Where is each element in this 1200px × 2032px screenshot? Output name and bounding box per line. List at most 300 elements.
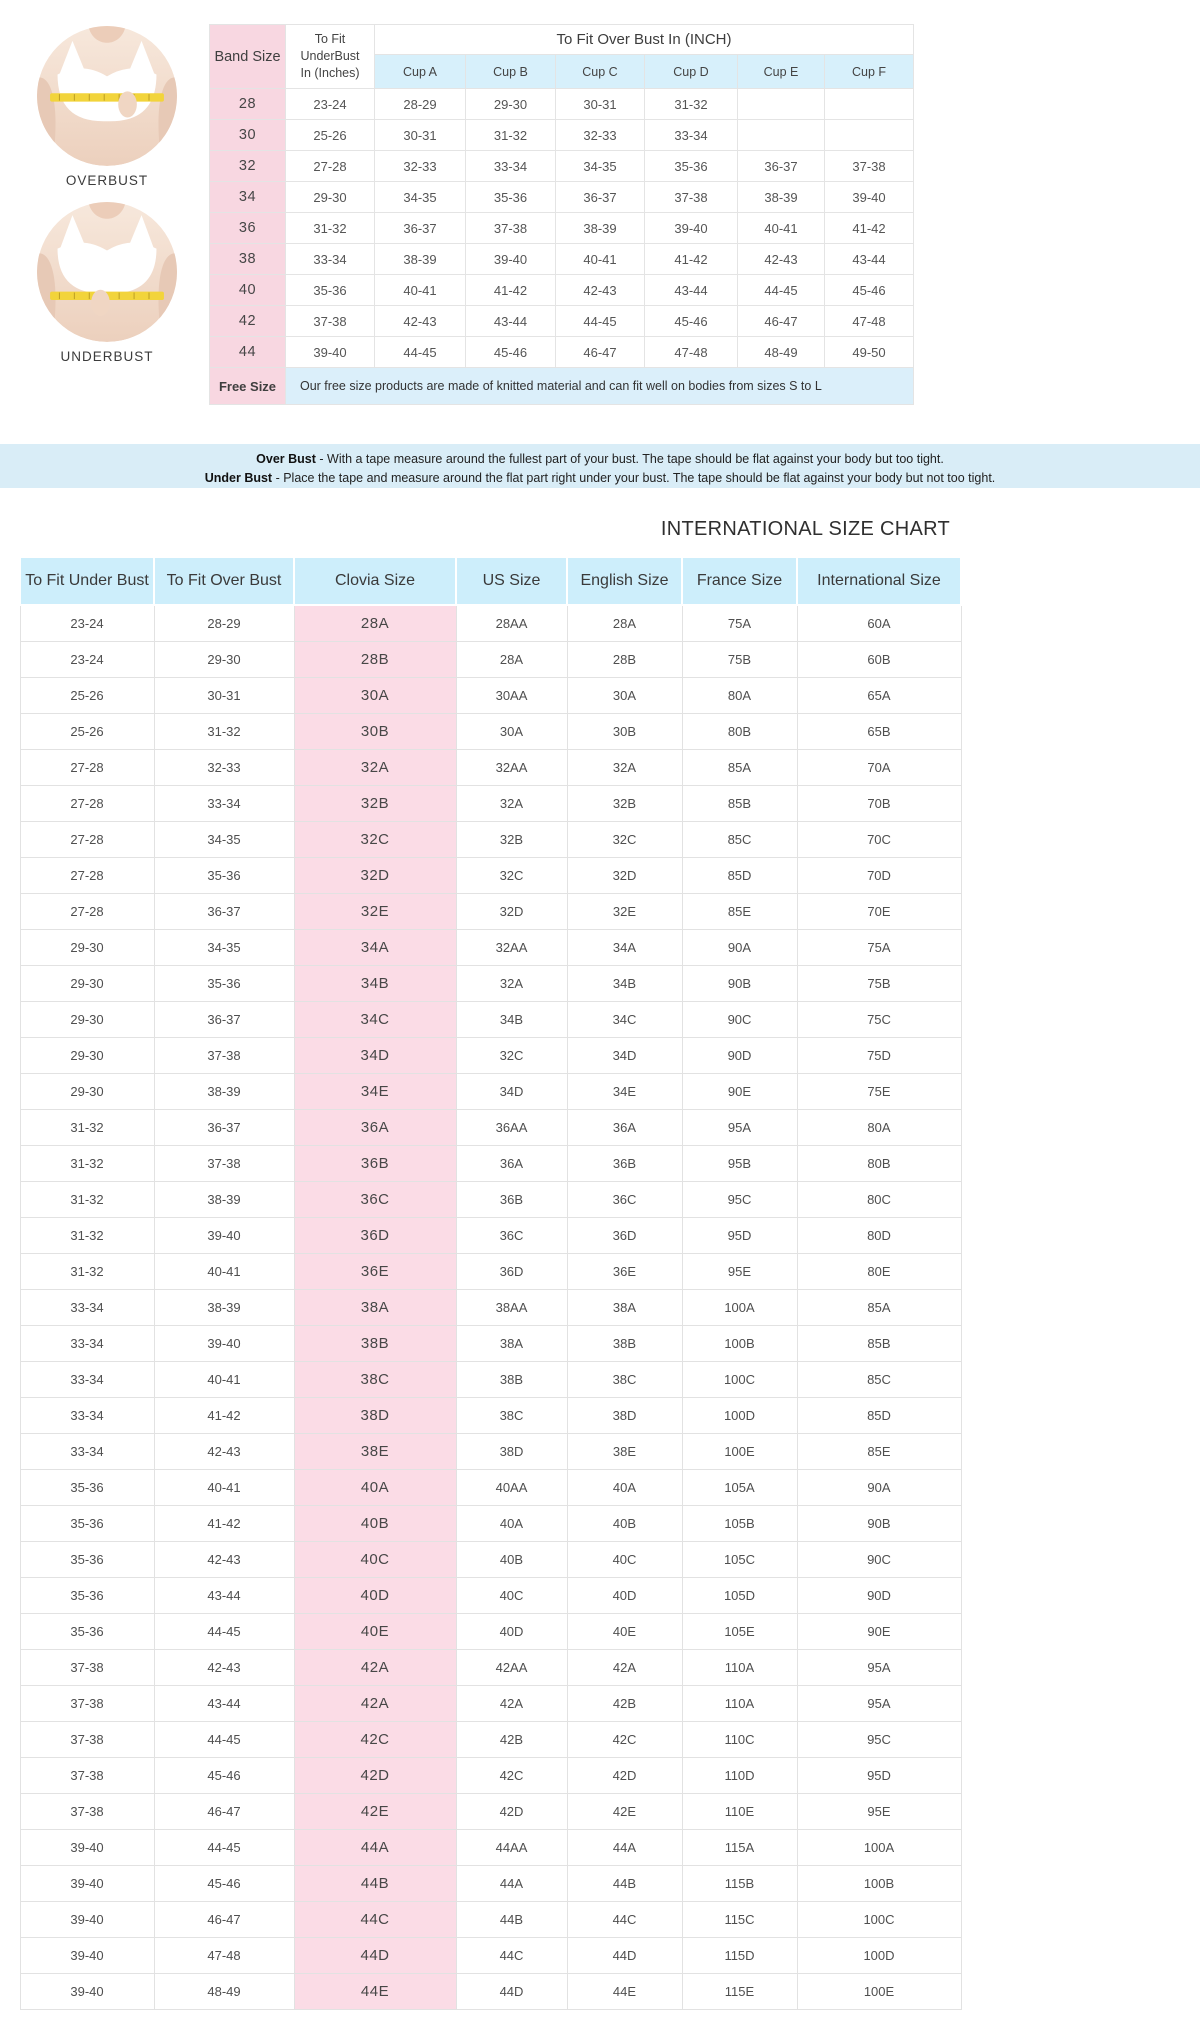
intl-cell: 32A	[456, 965, 567, 1001]
intl-cell: 31-32	[20, 1145, 154, 1181]
measurement-cell: 32-33	[375, 151, 466, 182]
intl-cell: 44-45	[154, 1829, 294, 1865]
measurement-cell: 39-40	[286, 337, 375, 368]
intl-row	[20, 605, 961, 641]
clovia-cell: 34D	[294, 1037, 456, 1073]
intl-cell: 115C	[682, 1901, 797, 1937]
intl-cell: 33-34	[20, 1361, 154, 1397]
intl-row	[20, 1325, 961, 1361]
measurement-cell: 44-45	[738, 275, 825, 306]
intl-row	[20, 1505, 961, 1541]
intl-cell: 80B	[682, 713, 797, 749]
intl-cell: 115D	[682, 1937, 797, 1973]
intl-cell: 35-36	[20, 1541, 154, 1577]
intl-cell: 70A	[797, 749, 961, 785]
intl-cell: 75A	[682, 605, 797, 641]
measurement-cell: 34-35	[556, 151, 645, 182]
intl-cell: 95E	[797, 1793, 961, 1829]
intl-cell: 42E	[567, 1793, 682, 1829]
intl-row	[20, 965, 961, 1001]
intl-cell: 35-36	[20, 1613, 154, 1649]
clovia-cell: 32D	[294, 857, 456, 893]
intl-cell: 36E	[567, 1253, 682, 1289]
intl-cell: 40-41	[154, 1361, 294, 1397]
intl-cell: 105D	[682, 1577, 797, 1613]
overbust-photo	[37, 26, 177, 166]
intl-cell: 34C	[567, 1001, 682, 1037]
intl-cell: 37-38	[20, 1685, 154, 1721]
intl-row	[20, 677, 961, 713]
intl-cell: 38B	[567, 1325, 682, 1361]
intl-cell: 38C	[567, 1361, 682, 1397]
intl-cell: 25-26	[20, 713, 154, 749]
intl-cell: 85D	[682, 857, 797, 893]
measurement-cell	[738, 120, 825, 151]
intl-row	[20, 1901, 961, 1937]
measurement-cell	[825, 89, 914, 120]
intl-cell: 38E	[567, 1433, 682, 1469]
intl-row	[20, 713, 961, 749]
intl-cell: 34E	[567, 1073, 682, 1109]
intl-cell: 35-36	[20, 1577, 154, 1613]
intl-cell: 44B	[456, 1901, 567, 1937]
intl-header-france-size: France Size	[682, 557, 797, 605]
clovia-cell: 38B	[294, 1325, 456, 1361]
intl-row	[20, 893, 961, 929]
intl-cell: 32D	[567, 857, 682, 893]
clovia-cell: 30A	[294, 677, 456, 713]
clovia-cell: 38C	[294, 1361, 456, 1397]
clovia-cell: 42A	[294, 1649, 456, 1685]
intl-cell: 38D	[567, 1397, 682, 1433]
measurement-cell: 38-39	[738, 182, 825, 213]
intl-row	[20, 1613, 961, 1649]
measurement-cell: 36-37	[375, 213, 466, 244]
underbust-header: To Fit UnderBust In (Inches)	[286, 25, 375, 89]
intl-row	[20, 1361, 961, 1397]
measurement-cell: 31-32	[645, 89, 738, 120]
clovia-cell: 32A	[294, 749, 456, 785]
intl-cell: 41-42	[154, 1397, 294, 1433]
intl-cell: 80B	[797, 1145, 961, 1181]
intl-cell: 33-34	[20, 1289, 154, 1325]
intl-cell: 44E	[567, 1973, 682, 2009]
intl-cell: 32C	[456, 857, 567, 893]
intl-cell: 30AA	[456, 677, 567, 713]
intl-row	[20, 641, 961, 677]
intl-cell: 27-28	[20, 893, 154, 929]
intl-row	[20, 1541, 961, 1577]
clovia-cell: 42E	[294, 1793, 456, 1829]
intl-cell: 37-38	[20, 1793, 154, 1829]
measurement-cell: 29-30	[286, 182, 375, 213]
intl-cell: 46-47	[154, 1901, 294, 1937]
intl-cell: 34D	[456, 1073, 567, 1109]
intl-cell: 44D	[567, 1937, 682, 1973]
clovia-cell: 40C	[294, 1541, 456, 1577]
band-row	[210, 213, 914, 244]
intl-cell: 80D	[797, 1217, 961, 1253]
intl-cell: 105E	[682, 1613, 797, 1649]
intl-cell: 42D	[456, 1793, 567, 1829]
intl-row	[20, 1433, 961, 1469]
intl-row	[20, 1253, 961, 1289]
intl-cell: 90A	[682, 929, 797, 965]
intl-header-over-bust: To Fit Over Bust	[154, 557, 294, 605]
intl-cell: 44D	[456, 1973, 567, 2009]
band-row	[210, 244, 914, 275]
measurement-cell: 39-40	[645, 213, 738, 244]
clovia-cell: 42C	[294, 1721, 456, 1757]
intl-cell: 42-43	[154, 1541, 294, 1577]
clovia-cell: 38A	[294, 1289, 456, 1325]
intl-cell: 90B	[682, 965, 797, 1001]
intl-cell: 100D	[797, 1937, 961, 1973]
intl-cell: 29-30	[20, 965, 154, 1001]
measurement-cell: 47-48	[645, 337, 738, 368]
intl-cell: 42B	[567, 1685, 682, 1721]
intl-cell: 44C	[456, 1937, 567, 1973]
intl-row	[20, 1829, 961, 1865]
intl-cell: 32D	[456, 893, 567, 929]
intl-cell: 90C	[797, 1541, 961, 1577]
measurement-cell: 35-36	[466, 182, 556, 213]
intl-cell: 38AA	[456, 1289, 567, 1325]
intl-cell: 40C	[567, 1541, 682, 1577]
clovia-cell: 44B	[294, 1865, 456, 1901]
intl-row	[20, 1289, 961, 1325]
band-row	[210, 151, 914, 182]
intl-cell: 90D	[797, 1577, 961, 1613]
underbust-note-text: - Place the tape and measure around the flat part right under your bust. The tape should be flat against your body but not too tight.	[272, 470, 996, 485]
measurement-cell: 33-34	[645, 120, 738, 151]
intl-cell: 31-32	[154, 713, 294, 749]
intl-cell: 42D	[567, 1757, 682, 1793]
intl-cell: 40-41	[154, 1253, 294, 1289]
pink-cell: 32	[210, 151, 286, 182]
intl-cell: 31-32	[20, 1181, 154, 1217]
measurement-cell: 28-29	[375, 89, 466, 120]
intl-cell: 115A	[682, 1829, 797, 1865]
measurement-cell: 29-30	[466, 89, 556, 120]
intl-cell: 110C	[682, 1721, 797, 1757]
measurement-cell: 37-38	[466, 213, 556, 244]
intl-cell: 45-46	[154, 1865, 294, 1901]
cup-d-header: Cup D	[645, 55, 738, 89]
intl-cell: 46-47	[154, 1793, 294, 1829]
intl-cell: 85D	[797, 1397, 961, 1433]
intl-cell: 32AA	[456, 929, 567, 965]
intl-cell: 36-37	[154, 893, 294, 929]
intl-header-clovia-size: Clovia Size	[294, 557, 456, 605]
measurement-cell: 25-26	[286, 120, 375, 151]
intl-cell: 40A	[456, 1505, 567, 1541]
pink-cell: 44	[210, 337, 286, 368]
intl-cell: 70B	[797, 785, 961, 821]
intl-cell: 27-28	[20, 857, 154, 893]
intl-row	[20, 1001, 961, 1037]
intl-cell: 44B	[567, 1865, 682, 1901]
cup-b-header: Cup B	[466, 55, 556, 89]
intl-cell: 38D	[456, 1433, 567, 1469]
intl-row	[20, 821, 961, 857]
measurement-cell: 42-43	[375, 306, 466, 337]
intl-cell: 25-26	[20, 677, 154, 713]
clovia-cell: 34A	[294, 929, 456, 965]
intl-cell: 110E	[682, 1793, 797, 1829]
measurement-cell: 43-44	[645, 275, 738, 306]
intl-cell: 100E	[682, 1433, 797, 1469]
overbust-note-text: - With a tape measure around the fullest part of your bust. The tape should be flat against your body but too tight.	[315, 452, 944, 466]
intl-cell: 75E	[797, 1073, 961, 1109]
intl-cell: 33-34	[20, 1397, 154, 1433]
clovia-cell: 34E	[294, 1073, 456, 1109]
intl-cell: 80C	[797, 1181, 961, 1217]
intl-cell: 28-29	[154, 605, 294, 641]
clovia-cell: 40E	[294, 1613, 456, 1649]
intl-cell: 44-45	[154, 1721, 294, 1757]
intl-cell: 100E	[797, 1973, 961, 2009]
intl-cell: 42C	[456, 1757, 567, 1793]
intl-cell: 42-43	[154, 1433, 294, 1469]
intl-row	[20, 1649, 961, 1685]
intl-cell: 90D	[682, 1037, 797, 1073]
intl-cell: 45-46	[154, 1757, 294, 1793]
intl-cell: 110A	[682, 1649, 797, 1685]
intl-cell: 32-33	[154, 749, 294, 785]
measurement-cell: 35-36	[645, 151, 738, 182]
intl-cell: 100C	[682, 1361, 797, 1397]
overbust-label: OVERBUST	[65, 173, 149, 188]
clovia-cell: 30B	[294, 713, 456, 749]
measurement-guide	[27, 26, 187, 378]
intl-cell: 48-49	[154, 1973, 294, 2009]
intl-cell: 27-28	[20, 749, 154, 785]
intl-row	[20, 1757, 961, 1793]
intl-header-under-bust: To Fit Under Bust	[20, 557, 154, 605]
intl-cell: 40E	[567, 1613, 682, 1649]
clovia-cell: 36D	[294, 1217, 456, 1253]
measurement-cell: 43-44	[825, 244, 914, 275]
measurement-cell	[738, 89, 825, 120]
intl-cell: 42A	[456, 1685, 567, 1721]
clovia-cell: 40B	[294, 1505, 456, 1541]
intl-cell: 36AA	[456, 1109, 567, 1145]
clovia-cell: 40D	[294, 1577, 456, 1613]
intl-row	[20, 1937, 961, 1973]
intl-cell: 110A	[682, 1685, 797, 1721]
intl-cell: 40A	[567, 1469, 682, 1505]
measurement-cell: 45-46	[645, 306, 738, 337]
intl-row	[20, 1577, 961, 1613]
measurement-cell: 41-42	[466, 275, 556, 306]
intl-cell: 85B	[682, 785, 797, 821]
measurement-cell: 39-40	[466, 244, 556, 275]
intl-cell: 75D	[797, 1037, 961, 1073]
intl-cell: 115E	[682, 1973, 797, 2009]
pink-cell: 38	[210, 244, 286, 275]
intl-cell: 42-43	[154, 1649, 294, 1685]
measurement-cell: 41-42	[645, 244, 738, 275]
intl-cell: 38-39	[154, 1073, 294, 1109]
intl-cell: 95D	[797, 1757, 961, 1793]
intl-cell: 38-39	[154, 1181, 294, 1217]
intl-cell: 32E	[567, 893, 682, 929]
clovia-cell: 28B	[294, 641, 456, 677]
overbust-note-label: Over Bust	[256, 452, 316, 466]
pink-cell: 40	[210, 275, 286, 306]
intl-cell: 43-44	[154, 1685, 294, 1721]
intl-cell: 38-39	[154, 1289, 294, 1325]
intl-cell: 38B	[456, 1361, 567, 1397]
intl-cell: 85E	[797, 1433, 961, 1469]
measurement-cell: 47-48	[825, 306, 914, 337]
measurement-cell: 35-36	[286, 275, 375, 306]
clovia-cell: 36A	[294, 1109, 456, 1145]
intl-cell: 28AA	[456, 605, 567, 641]
intl-row	[20, 1217, 961, 1253]
clovia-cell: 44C	[294, 1901, 456, 1937]
intl-cell: 44C	[567, 1901, 682, 1937]
intl-cell: 39-40	[20, 1901, 154, 1937]
intl-cell: 37-38	[154, 1037, 294, 1073]
intl-cell: 36D	[456, 1253, 567, 1289]
intl-row	[20, 749, 961, 785]
measurement-cell: 48-49	[738, 337, 825, 368]
intl-cell: 105B	[682, 1505, 797, 1541]
measurement-cell: 38-39	[375, 244, 466, 275]
measurement-cell: 44-45	[556, 306, 645, 337]
intl-cell: 39-40	[154, 1325, 294, 1361]
intl-cell: 40B	[456, 1541, 567, 1577]
measurement-cell: 45-46	[466, 337, 556, 368]
intl-cell: 110D	[682, 1757, 797, 1793]
clovia-cell: 42D	[294, 1757, 456, 1793]
intl-row	[20, 1397, 961, 1433]
pink-cell: 36	[210, 213, 286, 244]
intl-cell: 75B	[797, 965, 961, 1001]
underbust-label: UNDERBUST	[60, 349, 154, 364]
underbust-photo	[37, 202, 177, 342]
intl-cell: 75B	[682, 641, 797, 677]
intl-row	[20, 1181, 961, 1217]
band-header-row	[210, 25, 914, 55]
international-size-chart-title: INTERNATIONAL SIZE CHART	[660, 518, 950, 540]
measurement-cell: 33-34	[466, 151, 556, 182]
intl-cell: 32A	[567, 749, 682, 785]
intl-cell: 42A	[567, 1649, 682, 1685]
intl-cell: 33-34	[154, 785, 294, 821]
intl-cell: 100C	[797, 1901, 961, 1937]
intl-cell: 31-32	[20, 1217, 154, 1253]
clovia-cell: 44D	[294, 1937, 456, 1973]
measurement-cell: 38-39	[556, 213, 645, 244]
intl-cell: 90E	[682, 1073, 797, 1109]
intl-cell: 34B	[456, 1001, 567, 1037]
intl-cell: 33-34	[20, 1325, 154, 1361]
intl-cell: 28A	[456, 641, 567, 677]
intl-cell: 42C	[567, 1721, 682, 1757]
intl-cell: 80A	[797, 1109, 961, 1145]
intl-cell: 35-36	[154, 965, 294, 1001]
intl-cell: 85E	[682, 893, 797, 929]
intl-cell: 34-35	[154, 821, 294, 857]
measurement-cell: 36-37	[738, 151, 825, 182]
intl-row	[20, 1685, 961, 1721]
intl-cell: 43-44	[154, 1577, 294, 1613]
intl-cell: 37-38	[20, 1721, 154, 1757]
intl-cell: 32A	[456, 785, 567, 821]
pink-cell: 28	[210, 89, 286, 120]
intl-cell: 33-34	[20, 1433, 154, 1469]
intl-cell: 44-45	[154, 1613, 294, 1649]
clovia-cell: 40A	[294, 1469, 456, 1505]
intl-cell: 85B	[797, 1325, 961, 1361]
intl-cell: 70C	[797, 821, 961, 857]
measure-note-banner	[0, 444, 1200, 488]
measurement-cell: 31-32	[286, 213, 375, 244]
intl-cell: 47-48	[154, 1937, 294, 1973]
intl-cell: 75C	[797, 1001, 961, 1037]
clovia-cell: 32B	[294, 785, 456, 821]
measurement-cell: 36-37	[556, 182, 645, 213]
cup-e-header: Cup E	[738, 55, 825, 89]
measurement-cell: 34-35	[375, 182, 466, 213]
intl-cell: 44AA	[456, 1829, 567, 1865]
clovia-cell: 44E	[294, 1973, 456, 2009]
intl-cell: 32B	[456, 821, 567, 857]
band-row	[210, 306, 914, 337]
intl-cell: 80E	[797, 1253, 961, 1289]
intl-cell: 36D	[567, 1217, 682, 1253]
intl-cell: 38C	[456, 1397, 567, 1433]
intl-cell: 100B	[797, 1865, 961, 1901]
intl-cell: 85A	[682, 749, 797, 785]
intl-row	[20, 1145, 961, 1181]
intl-cell: 27-28	[20, 821, 154, 857]
intl-cell: 100A	[682, 1289, 797, 1325]
intl-cell: 105A	[682, 1469, 797, 1505]
intl-cell: 42AA	[456, 1649, 567, 1685]
clovia-cell: 34B	[294, 965, 456, 1001]
intl-row	[20, 1973, 961, 2009]
intl-cell: 38A	[456, 1325, 567, 1361]
clovia-cell: 36E	[294, 1253, 456, 1289]
intl-cell: 40D	[567, 1577, 682, 1613]
intl-cell: 40AA	[456, 1469, 567, 1505]
clovia-cell: 36C	[294, 1181, 456, 1217]
intl-cell: 100A	[797, 1829, 961, 1865]
measurement-cell: 37-38	[286, 306, 375, 337]
pink-cell: 34	[210, 182, 286, 213]
measurement-cell: 42-43	[738, 244, 825, 275]
band-row	[210, 275, 914, 306]
intl-cell: 34B	[567, 965, 682, 1001]
intl-row	[20, 1793, 961, 1829]
intl-cell: 40B	[567, 1505, 682, 1541]
measurement-cell	[825, 120, 914, 151]
intl-cell: 90B	[797, 1505, 961, 1541]
intl-cell: 30A	[567, 677, 682, 713]
underbust-illustration	[37, 202, 177, 342]
measurement-cell: 37-38	[645, 182, 738, 213]
measurement-cell: 45-46	[825, 275, 914, 306]
intl-row	[20, 1073, 961, 1109]
pink-cell: 30	[210, 120, 286, 151]
intl-header-us-size: US Size	[456, 557, 567, 605]
intl-cell: 38A	[567, 1289, 682, 1325]
intl-cell: 42B	[456, 1721, 567, 1757]
